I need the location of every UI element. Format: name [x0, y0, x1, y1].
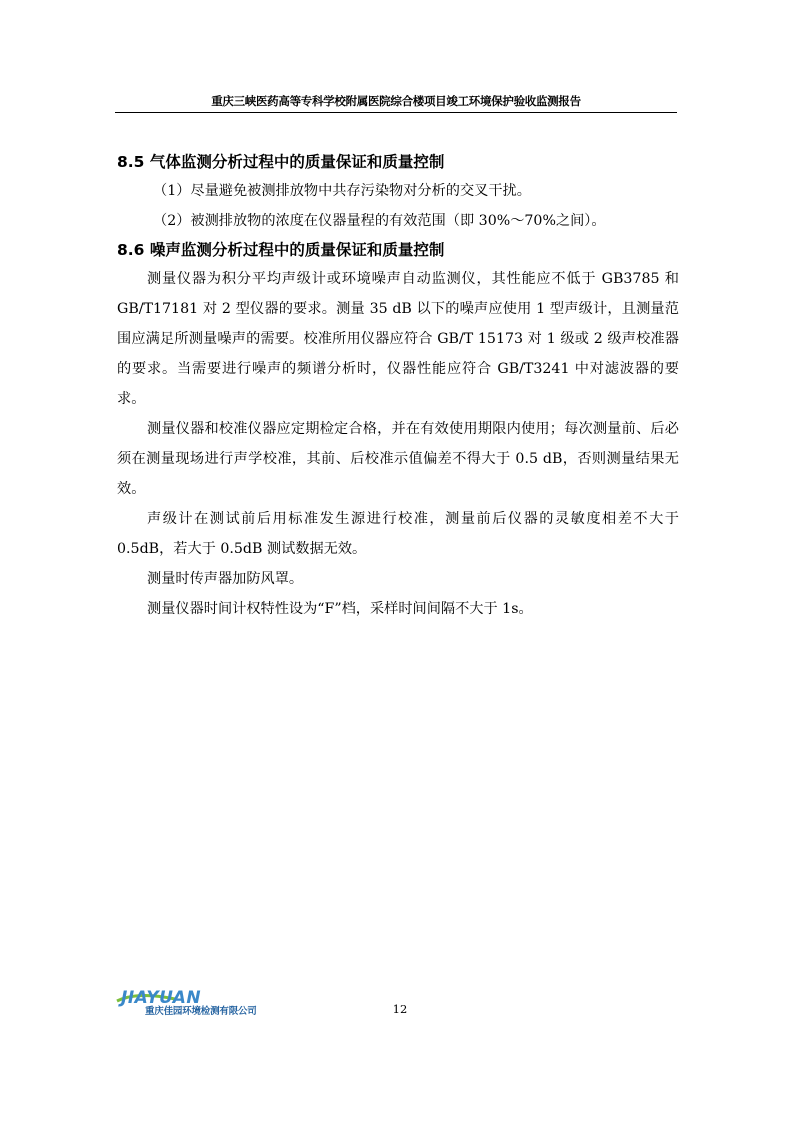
section-8-6-heading: 8.6 噪声监测分析过程中的质量保证和质量控制 [117, 241, 445, 259]
running-header: 重庆三峡医药高等专科学校附属医院综合楼项目竣工环境保护验收监测报告 [211, 94, 581, 108]
section-8-6-paragraph-2: 测量仪器和校准仪器应定期检定合格，并在有效使用期限内使用；每次测量前、后必须在测量现场进行声学校准，其前、后校准示值偏差不得大于 0.5 dB，否则测量结果无效。 [117, 421, 679, 497]
logo-wordmark: JIAYUAN [121, 988, 202, 1007]
body-content [117, 148, 679, 624]
company-name: 重庆佳园环境检测有限公司 [145, 1006, 257, 1017]
section-8-6-paragraph-1: 测量仪器为积分平均声级计或环境噪声自动监测仪，其性能应不低于 GB3785 和 GB/T17181 对 2 型仪器的要求。测量 35 dB 以下的噪声应使用 1 型声级计，且测量范围应满足所测量噪声的需要。校准所用仪器应符合 GB/T 15173 对 1 级或 2 级声校准器的要求。当需要进行噪声的频谱分析时，仪器性能应符合 GB/T3241 中对滤波器的要求。 [117, 271, 679, 407]
section-8-5-item-2: （2）被测排放物的浓度在仪器量程的有效范围（即 30%～70%之间）。 [153, 213, 606, 229]
section-8-5-item-1: （1）尽量避免被测排放物中共存污染物对分析的交叉干扰。 [153, 183, 531, 199]
page-number: 12 [392, 1002, 408, 1016]
section-8-6-paragraph-5: 测量仪器时间计权特性设为“F”档，采样时间间隔不大于 1s。 [147, 601, 533, 617]
header-rule [115, 112, 677, 113]
section-8-5-heading: 8.5 气体监测分析过程中的质量保证和质量控制 [117, 153, 445, 171]
company-logo [115, 985, 280, 1019]
section-8-6-paragraph-3: 声级计在测试前后用标准发生源进行校准，测量前后仪器的灵敏度相差不大于 0.5dB，若大于 0.5dB 测试数据无效。 [117, 511, 679, 557]
section-8-6-paragraph-4: 测量时传声器加防风罩。 [147, 571, 304, 587]
